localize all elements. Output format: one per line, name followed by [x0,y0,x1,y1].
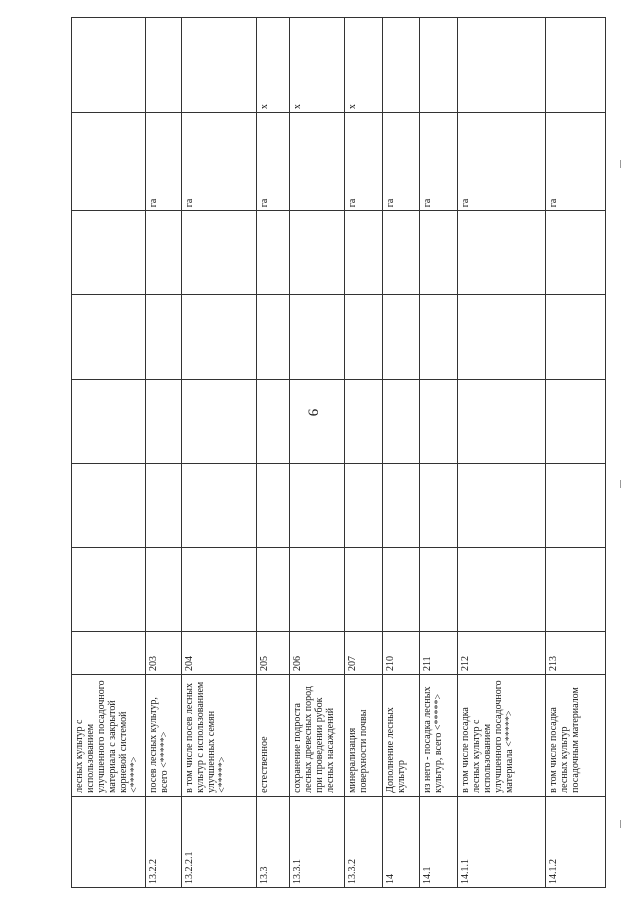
empty-cell [182,464,256,548]
row-line-number [72,632,145,675]
row-line-number: 206 [290,632,344,675]
row-code: 14 [383,797,419,888]
table-row [420,17,458,888]
empty-cell [546,464,605,548]
empty-cell [290,548,344,632]
row-name: лесных культур с использованием улучшенного посадочного материала с закрытой корневой системой <*****> [72,675,145,797]
empty-cell [182,211,256,295]
row-code: 13.2.2 [146,797,181,888]
table-row [182,17,257,888]
empty-cell [345,464,382,548]
row-code: 14.1.1 [458,797,545,888]
empty-cell [383,548,419,632]
empty-cell [146,211,181,295]
table-row [146,17,182,888]
row-unit: га [345,113,382,211]
row-mark: x [257,17,289,113]
empty-cell [290,295,344,379]
row-mark [383,17,419,113]
row-name: в том числе посадка лесных культур с использованием улучшенного посадочного материала <*****> [458,675,545,797]
empty-cell [182,295,256,379]
empty-cell [72,464,145,548]
row-name: из него - посадка лесных культур, всего <*****> [420,675,457,797]
row-name: естественное [257,675,289,797]
empty-cell [458,211,545,295]
empty-cell [72,295,145,379]
empty-cell [290,464,344,548]
table-row [290,17,345,888]
page-number: 9 [304,408,321,417]
row-code: 14.1 [420,797,457,888]
empty-cell [72,211,145,295]
empty-cell [458,464,545,548]
empty-cell [257,464,289,548]
row-mark [146,17,181,113]
empty-cell [146,295,181,379]
edge-mark [620,480,621,488]
row-name: в том числе посев лесных культур с использованием улучшенных семян <*****> [182,675,256,797]
empty-cell [383,211,419,295]
row-code [72,797,145,888]
empty-cell [257,211,289,295]
row-mark [458,17,545,113]
table-row [546,17,606,888]
row-mark [72,17,145,113]
row-line-number: 204 [182,632,256,675]
empty-cell [458,295,545,379]
empty-cell [546,380,605,464]
empty-cell [146,464,181,548]
empty-cell [383,464,419,548]
empty-cell [72,380,145,464]
empty-cell [458,548,545,632]
row-code: 13.3.2 [345,797,382,888]
empty-cell [257,380,289,464]
empty-cell [420,380,457,464]
empty-cell [182,380,256,464]
empty-cell [182,548,256,632]
row-unit: га [182,113,256,211]
row-unit: га [257,113,289,211]
row-name: Дополнение лесных культур [383,675,419,797]
empty-cell [420,464,457,548]
empty-cell [257,548,289,632]
table-row [458,17,546,888]
row-line-number: 212 [458,632,545,675]
empty-cell [290,211,344,295]
empty-cell [383,295,419,379]
empty-cell [546,548,605,632]
empty-cell [420,211,457,295]
empty-cell [345,548,382,632]
row-name: посев лесных культур, всего <*****> [146,675,181,797]
empty-cell [546,211,605,295]
row-mark [182,17,256,113]
empty-cell [257,295,289,379]
table-row [383,17,420,888]
row-code: 13.3.1 [290,797,344,888]
row-unit: га [420,113,457,211]
empty-cell [546,295,605,379]
row-unit [72,113,145,211]
empty-cell [345,295,382,379]
empty-cell [345,380,382,464]
row-name: сохранение подроста лесных древесных пород при проведении рубок лесных насаждений [290,675,344,797]
empty-cell [345,211,382,295]
empty-cell [146,380,181,464]
row-unit [290,113,344,211]
row-mark: x [345,17,382,113]
row-line-number: 210 [383,632,419,675]
row-unit: га [383,113,419,211]
row-mark [546,17,605,113]
row-unit: га [458,113,545,211]
empty-cell [420,295,457,379]
row-code: 13.3 [257,797,289,888]
empty-cell [458,380,545,464]
empty-cell [72,548,145,632]
row-code: 13.2.2.1 [182,797,256,888]
table-area [71,17,619,888]
row-mark [420,17,457,113]
row-code: 14.1.2 [546,797,605,888]
edge-mark [620,160,621,168]
empty-cell [383,380,419,464]
empty-cell [420,548,457,632]
row-unit: га [146,113,181,211]
row-mark: x [290,17,344,113]
row-name: минерализация поверхности почвы [345,675,382,797]
table-row [257,17,290,888]
empty-cell [146,548,181,632]
row-line-number: 207 [345,632,382,675]
row-line-number: 203 [146,632,181,675]
edge-mark [620,820,621,828]
row-unit: га [546,113,605,211]
row-line-number: 211 [420,632,457,675]
table-row [71,17,146,888]
row-name: в том числе посадка лесных культур посадочным материалом [546,675,605,797]
report-table [71,17,619,888]
row-line-number: 213 [546,632,605,675]
row-line-number: 205 [257,632,289,675]
table-row [345,17,383,888]
empty-cell [290,380,344,464]
